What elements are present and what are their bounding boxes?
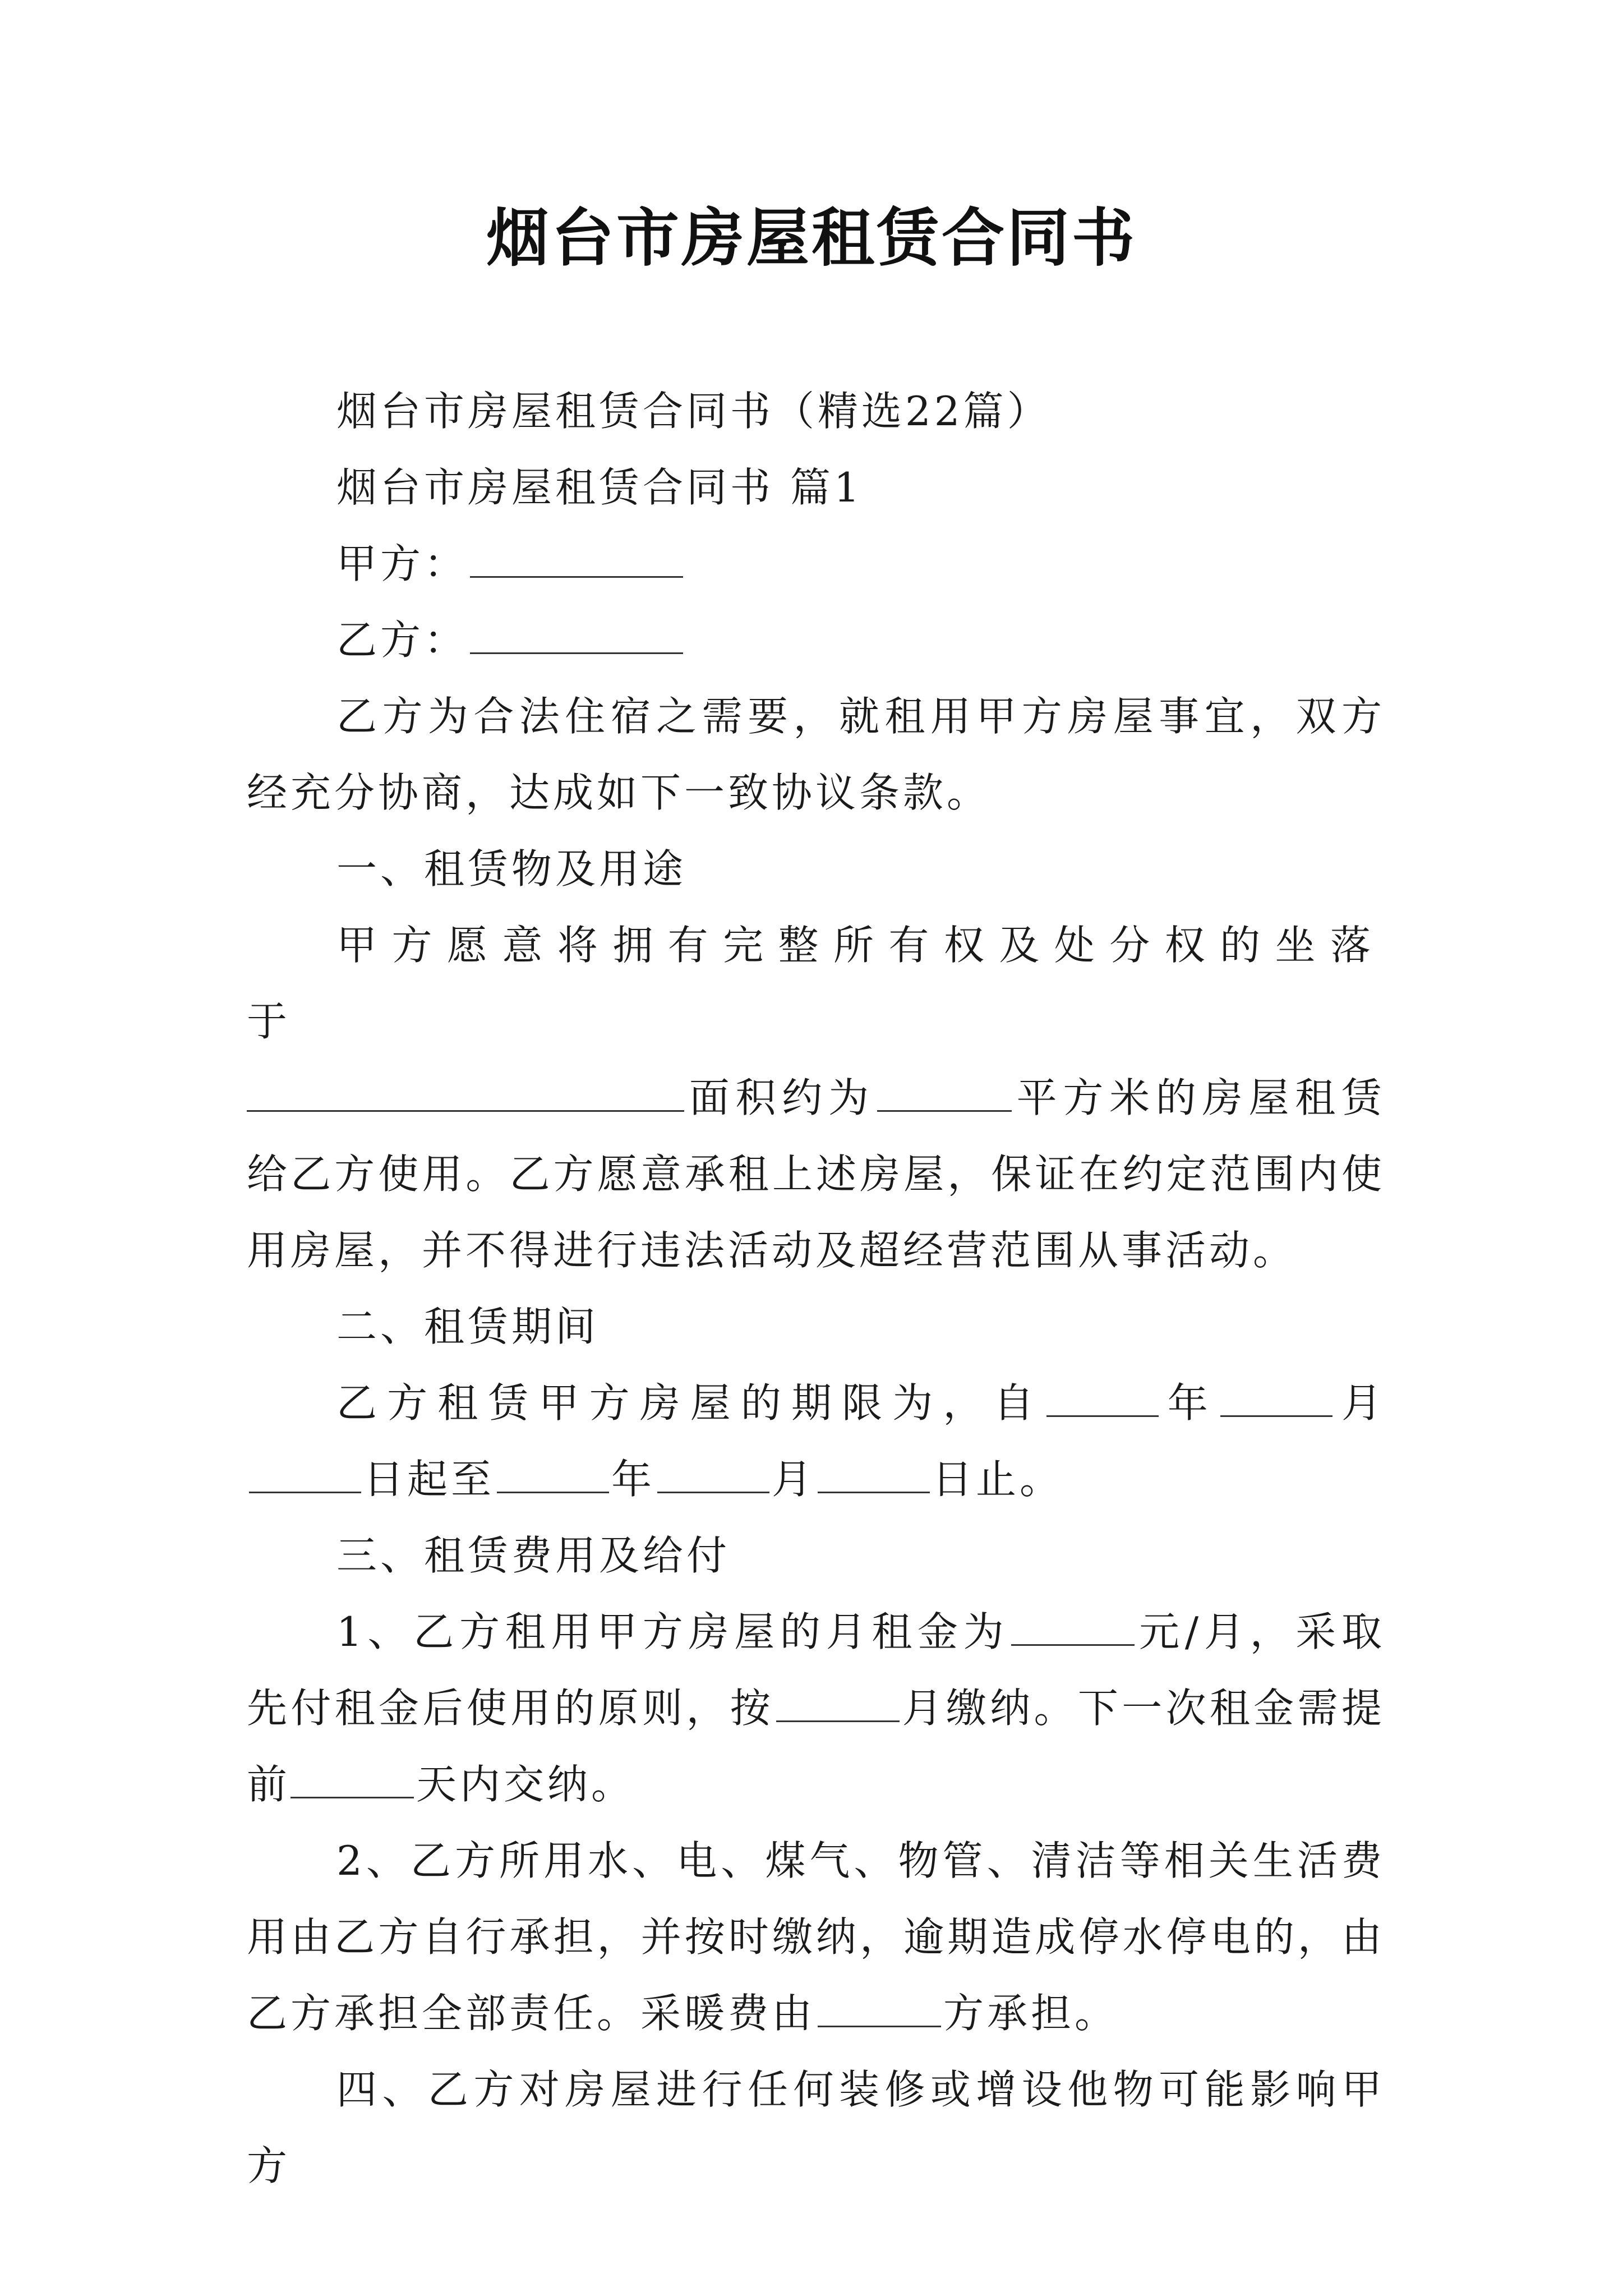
clause-3-heading-text: 三、租赁费用及给付: [336, 1532, 731, 1579]
start-month-label: 月: [1334, 1379, 1385, 1427]
party-b-blank: [470, 616, 683, 654]
clause-3-text-d: 天内交纳。: [416, 1761, 635, 1808]
start-month-blank: [1220, 1379, 1332, 1417]
clause-3-item-2: [247, 1823, 1385, 2051]
start-year-blank: [1046, 1379, 1159, 1417]
clause-1-text-c: 平方米的房屋租赁给乙方使用。乙方愿意承租上述房屋，保证在约定范围内使用房屋，并不得进行违法活动及超经营范围从事活动。: [247, 1074, 1385, 1274]
clause-1-text-a: 甲方愿意将拥有完整所有权及处分权的坐落于: [247, 922, 1385, 1045]
party-a-label: 甲方：: [336, 540, 468, 587]
address-blank: [247, 1074, 684, 1112]
clause-2-text-a: 乙方租赁甲方房屋的期限为，自: [336, 1379, 1044, 1427]
end-day-blank: [818, 1456, 930, 1493]
subtitle: [247, 373, 1385, 449]
clause-1-heading: [247, 831, 1385, 907]
clause-2-heading: [247, 1289, 1385, 1365]
party-a-line: [247, 526, 1385, 602]
document-body: [247, 373, 1385, 2204]
end-month-label: 月: [772, 1456, 816, 1503]
clause-3-text-c: 月缴纳。下一次租金需提前: [247, 1685, 1385, 1808]
document-title: 烟台市房屋租赁合同书: [486, 201, 1137, 275]
payment-period-blank: [776, 1685, 900, 1722]
clause-4-text: 四、乙方对房屋进行任何装修或增设他物可能影响甲方: [247, 2066, 1385, 2189]
area-blank: [877, 1074, 1012, 1112]
clause-2-text-c: 日止。: [932, 1456, 1064, 1503]
party-a-blank: [470, 540, 683, 578]
clause-3-text-b: 元/月，采取先付租金后使用的原则，按: [247, 1608, 1385, 1732]
intro-text: 乙方为合法住宿之需要，就租用甲方房屋事宜，双方经充分协商，达成如下一致协议条款。: [247, 693, 1385, 816]
end-year-label: 年: [611, 1456, 656, 1503]
clause-3-item-2-text-b: 方承担。: [943, 1990, 1119, 2037]
clause-3-item-1: [247, 1594, 1385, 1823]
clause-3-text-a: 1、乙方租用甲方房屋的月租金为: [336, 1608, 1009, 1655]
heating-party-blank: [818, 1990, 941, 2027]
section-heading: [247, 449, 1385, 526]
start-year-label: 年: [1160, 1379, 1218, 1427]
advance-days-blank: [291, 1761, 414, 1798]
clause-2-heading-text: 二、租赁期间: [336, 1303, 600, 1350]
clause-1-paragraph: [247, 1060, 1385, 1289]
end-month-blank: [657, 1456, 769, 1493]
intro-paragraph: [247, 678, 1385, 831]
rent-blank: [1011, 1608, 1135, 1646]
clause-1-text-b: 面积约为: [686, 1074, 875, 1121]
subtitle-text: 烟台市房屋租赁合同书（精选22篇）: [336, 388, 1051, 435]
clause-3-item-2-text-a: 2、乙方所用水、电、煤气、物管、清洁等相关生活费用由乙方自行承担，并按时缴纳，逾期造成停水停电的，由乙方承担全部责任。采暖费由: [247, 1837, 1385, 2037]
clause-3-heading: [247, 1517, 1385, 1594]
party-b-line: [247, 602, 1385, 678]
clause-1-heading-text: 一、租赁物及用途: [336, 845, 687, 892]
clause-2-paragraph: [247, 1365, 1385, 1517]
clause-2-text-b: 日起至: [363, 1456, 495, 1503]
party-b-label: 乙方：: [336, 616, 468, 664]
clause-4-paragraph: [247, 2051, 1385, 2204]
end-year-blank: [497, 1456, 609, 1493]
section-heading-text: 烟台市房屋租赁合同书 篇1: [336, 464, 863, 511]
start-day-blank: [249, 1456, 361, 1493]
clause-1-intro: [247, 907, 1385, 1060]
